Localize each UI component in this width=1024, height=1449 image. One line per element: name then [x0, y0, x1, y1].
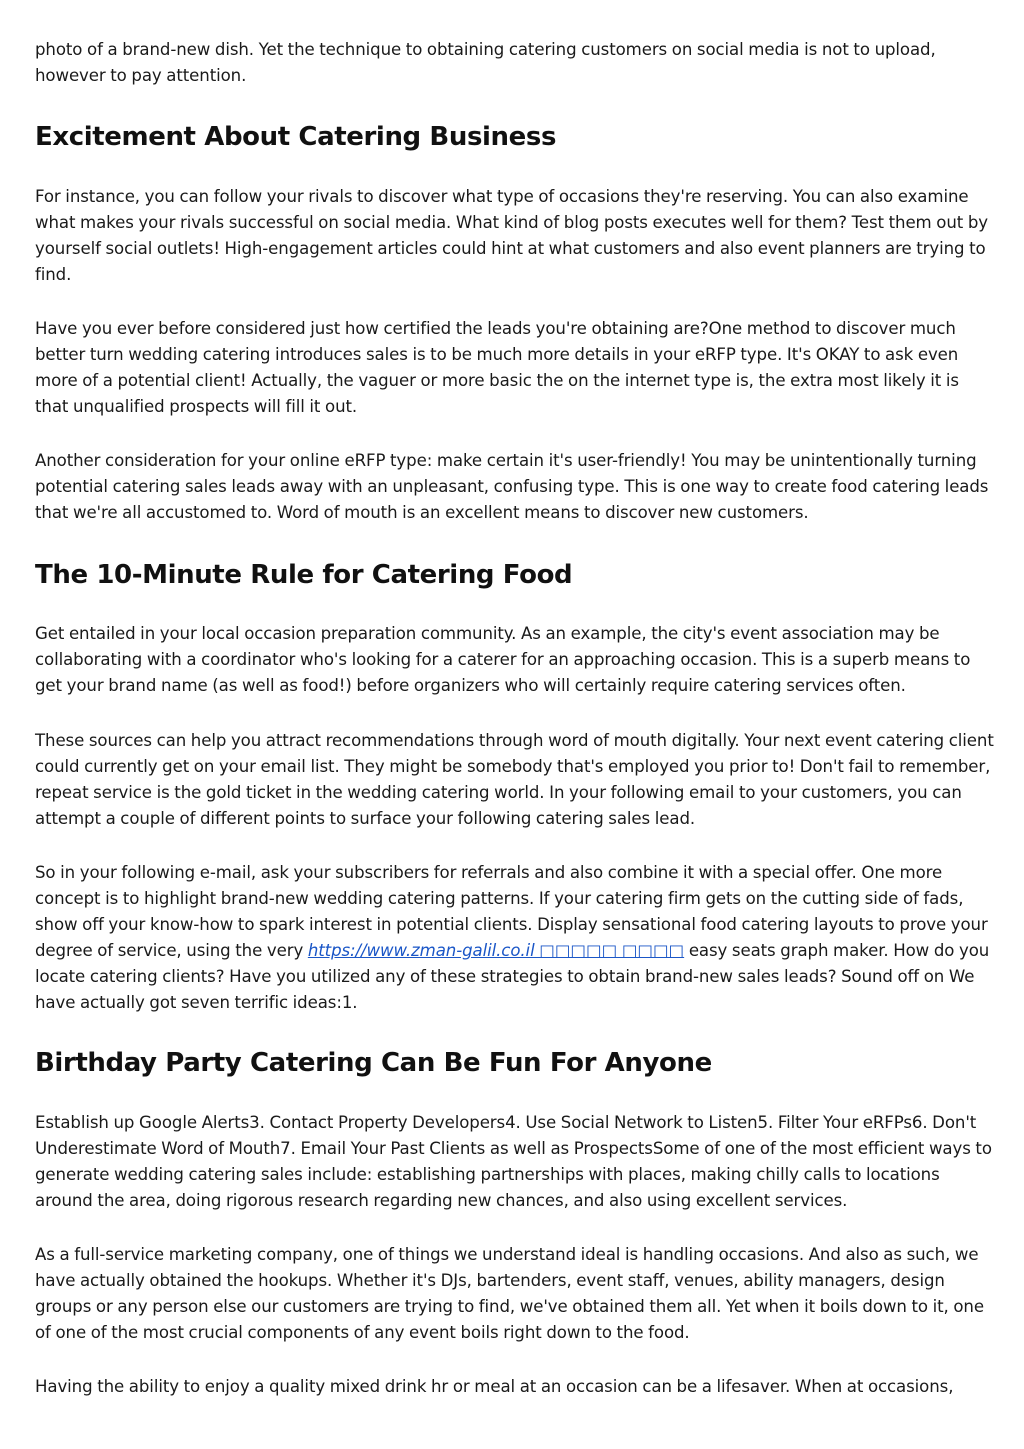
paragraph-mixed-drink: Having the ability to enjoy a quality mixed drink hr or meal at an occasion can be a lifesaver. When at occasions,	[35, 1377, 954, 1396]
paragraph-referrals	[35, 860, 995, 1016]
paragraph-leads: Have you ever before considered just how certified the leads you're obtaining are?One method to discover much better turn wedding catering introduces sales is to be much more details in your eRFP type. It's OKAY to ask even more of a potential client! Actually, the vaguer or more basic the on the internet type is, the extra most likely it is that unqualified prospects will fill it out.	[35, 319, 959, 416]
inline-link[interactable]: https://www.zman-galil.co.il □□□□□ □□□□	[307, 941, 685, 960]
intro-paragraph: photo of a brand-new dish. Yet the technique to obtaining catering customers on social media is not to upload, however to pay attention.	[35, 40, 936, 85]
section-heading-birthday-party: Birthday Party Catering Can Be Fun For Anyone	[35, 1048, 712, 1078]
paragraph-community: Get entailed in your local occasion preparation community. As an example, the city's event association may be collaborating with a coordinator who's looking for a caterer for an approaching occasion. This is a superb means to get your brand name (as well as food!) before organizers who will certainly require catering services often.	[35, 624, 971, 695]
paragraph-google-alerts: Establish up Google Alerts3. Contact Property Developers4. Use Social Network to Listen5. Filter Your eRFPs6. Don't Underestimate Word of Mouth7. Email Your Past Clients as well as ProspectsSome of one of the most efficient ways to generate wedding catering sales include: establishing partnerships with places, making chilly calls to locations around the area, doing rigorous research regarding new chances, and also using excellent services.	[35, 1113, 992, 1210]
paragraph-word-of-mouth: These sources can help you attract recommendations through word of mouth digitally. Your next event catering client could currently get on your email list. They might be somebody that's employed you prior to! Don't fail to remember, repeat service is the gold ticket in the wedding catering world. In your following email to your customers, you can attempt a couple of different points to surface your following catering sales lead.	[35, 731, 994, 828]
paragraph-rivals: For instance, you can follow your rivals to discover what type of occasions they're reserving. You can also examine what makes your rivals successful on social media. What kind of blog posts executes well for them? Test them out by yourself social outlets! High-engagement articles could hint at what customers and also event planners are trying to find.	[35, 187, 989, 284]
paragraph-marketing-company: As a full-service marketing company, one of things we understand ideal is handling occasions. And also as such, we have actually obtained the hookups. Whether it's DJs, bartenders, event staff, venues, ability managers, design groups or any person else our customers are trying to find, we've obtained them all. Yet when it boils down to it, one of one of the most crucial components of any event boils right down to the food.	[35, 1245, 984, 1342]
paragraph-referrals-text-start: So in your following e-mail, ask your subscribers for referrals and also combine it with a special offer. One more concept is to highlight brand-new wedding catering patterns. If your catering firm gets on the cutting side of fads, show off your know-how to spark interest in potential clients. Display sensational food catering layouts to prove your degree of service, using the very	[35, 863, 988, 960]
section-heading-10-minute-rule: The 10-Minute Rule for Catering Food	[35, 560, 573, 590]
paragraph-erfp: Another consideration for your online eRFP type: make certain it's user-friendly! You may be unintentionally turning potential catering sales leads away with an unpleasant, confusing type. This is one way to create food catering leads that we're all accustomed to. Word of mouth is an excellent means to discover new customers.	[35, 451, 989, 522]
section-heading-excitement: Excitement About Catering Business	[35, 122, 557, 152]
paragraph-referrals-text-end: easy seats graph maker. How do you locate catering clients? Have you utilized any of these strategies to obtain brand-new sales leads? Sound off on We have actually got seven terrific ideas:1.	[35, 941, 990, 1012]
